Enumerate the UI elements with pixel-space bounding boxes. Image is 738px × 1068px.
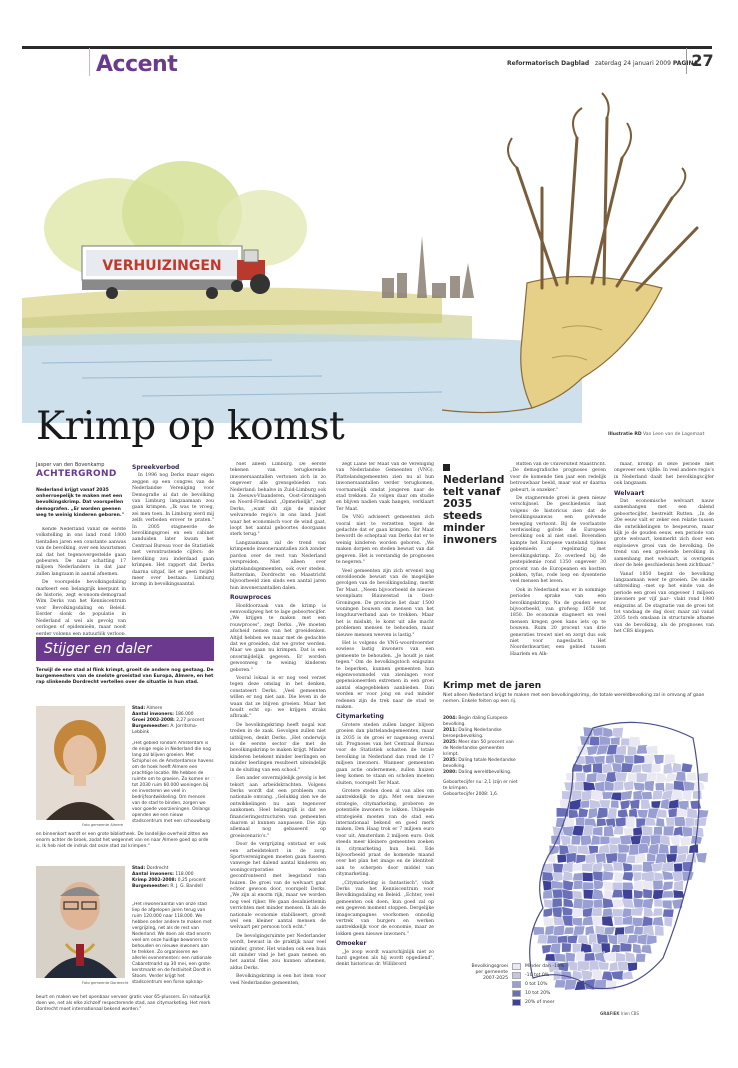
municipality-cell [620, 943, 632, 952]
article-column-5 [510, 462, 606, 674]
municipality-cell [552, 907, 562, 918]
paragraph: Ook in Nederland was er in sommige periodes sprake van een bevolkingskrimp. Na de gouden eeuw bijvoorbeeld, van grofweg 1650 tot 1850. De economie stagneert en veel mensen kregen geen kans iets op te bouwen. Ruim 20 procent van drie generaties trouwt niet en zorgt dus ook niet voor nageslacht. Het Noorderkwartier, een gebied tussen Haarlem en Alk- [510, 587, 606, 657]
municipality-cell [668, 808, 678, 818]
municipality-cell [671, 790, 684, 801]
sidebar-title: Stijger en daler [36, 637, 214, 661]
paragraph: Kende Nederland vanaf de eerste volkstelling in ons land rond 1800 tientallen jaren een constante aanwas van de bevolking, over een kwartsmen zal dat het tegenovergestelde gaan gebeuren. De naar schatting 17 miljoen Nederlanders in dat jaar zullen langzaam in aantal afnemen. [36, 527, 126, 577]
paragraph: De VNG adviseert gemeenten zich vooral niet te verzetten tegen de gedachte dat er gaan krimpen. Ter Maat bewordt de scheptaal van Derks dat er te weinig kinderen worden geboren. „We maken dorpen en steden bewust van dat gegeven. Het is verstandig de prognoses te negeren." [336, 515, 434, 566]
municipality-cell [567, 935, 578, 944]
municipality-cell [615, 772, 627, 782]
municipality-cell [647, 773, 658, 782]
municipality-cell [653, 880, 664, 890]
municipality-cell [645, 754, 655, 765]
municipality-cell [549, 845, 560, 855]
legend-label: Minder dan -10% [525, 963, 565, 969]
municipality-cell [625, 952, 636, 962]
municipality-cell [613, 827, 624, 835]
map-source [600, 1011, 639, 1016]
municipality-cell [543, 908, 553, 918]
municipality-cell [622, 790, 633, 800]
municipality-cell [553, 925, 564, 936]
municipality-cell [611, 800, 619, 808]
municipality-cell [610, 737, 620, 745]
paragraph: Dat economische welvaart nauw samenhangen met een dalend geboortecijfer, bestreidt Rutten. „In de 20e eeuw valt er zeker een relatie tussen die ontwikkelingen te bespeuren, maar kijk je de gouden eeuw, een periode van grote welvaart, kenmerkt zich door een explosieve groei van de bevolking. De trend van een groeiende bevolking in samenhang met welvaart, is overigens door de hele geschiedenis heen zichtbaar." [614, 499, 714, 569]
municipality-cell [633, 782, 645, 791]
fact-year: 2011: [443, 728, 457, 733]
municipality-cell [633, 943, 642, 954]
label: Stad: [132, 706, 146, 711]
municipality-cell [613, 862, 623, 872]
municipality-cell [563, 898, 574, 908]
bullet-square-icon [443, 464, 450, 471]
municipality-cell [609, 962, 618, 972]
municipality-cell [696, 853, 707, 863]
byline-role: ACHTERGROND [36, 469, 117, 479]
factbox-title-text: Nederland telt vanaf 2035 steeds minder inwoners [443, 474, 505, 546]
municipality-cell [592, 908, 603, 917]
municipality-cell [588, 808, 598, 819]
municipality-cell [663, 909, 674, 918]
municipality-cell [596, 818, 606, 826]
municipality-cell [641, 763, 652, 773]
municipality-cell [682, 790, 692, 800]
municipality-cell [552, 880, 564, 889]
municipality-cell [662, 900, 672, 909]
paragraph: Veel gemeenten zijn zich ervenel nog onvoldoende bewust van de mogelijke gevolgen van de bevolkingsdaling, merkt Ter Maat. „Neem bijvoorbeeld de nieuwe woonplaats Blauwestad in Oost-Groningen. De provincie liet daar 1500 woningen bouwen om mensen van het longduurverband aan te trekken. Maar het is mislukt; le komt uit alle macht problemen mensen te behouden, maar nieuwe mensen weeven is lastig." [336, 568, 434, 638]
headline: Krimp op komst [36, 404, 345, 449]
municipality-cell [670, 835, 681, 846]
municipality-cell [615, 817, 626, 828]
subhead-rouwproces: Rouwproces [230, 594, 272, 602]
paragraph: In 1996 nog Derks maar eigen zeggen op een congres van de Nederlandse Vereniging voor Demografie al dat de bevolking van Limburg langzaamaan zou gaan krimpen. „Ik was te vroeg, zei men toen. In Limburg werd mij zelfs verboden erover te praten." In 2005 stagneerde de bevolkingsgroei en een cabinet aanduiden later kwam het Centraal Bureau voor de Statistiek met verontrustende cijfers: de bevolking zou inderdaad gaan krimpen. Het rapport dat Derks daarna uitgaf, liet er geen twijfel meer over bestaan: Limburg kromp in bevolkingsaantal. [132, 473, 214, 588]
paragraph: Langzaamaan zal de trend van krimpende inwoneraantallen zich zonder pardon over de rest van Nederland verspreiden. Niet alleen over plattelandsgemeenten, ook over steden. Rotterdam, Dordrecht en Maastricht bijvoorbeeld zien sinds een aantal jaren hun inwoneraantallen dalen. [230, 540, 326, 591]
date-text: zaterdag 24 januari 2009 [595, 60, 671, 67]
article-column-6 [614, 462, 714, 674]
municipality-cell [573, 908, 584, 919]
label: Krimp 2002-2008: [132, 878, 177, 883]
label: Stad: [132, 866, 146, 871]
profile-almere [132, 706, 214, 736]
quote-almere-top: „Het gebied rondom Amsterdam is de enige regio in Nederland die nog lang zal blijven groeien. Met Schiphol en de Amsterdamse havens om de hoek heeft Almere een prachtige locatie. We hebben de ruimte om te groeien. Zo komen er tot 2030 ruim 60.000 woningen bij en investeren we veel in bedrijfsontwikkeling. Om mensen van de stad te binden, zorgen we voor goede voorzieningen. Onlangs openden we een nieuw stadscentrum met een schouwburg [132, 741, 214, 824]
municipality-cell [632, 864, 644, 871]
paragraph: zegt Liane ter Maat van de Vereniging van Nederlandse Gemeenten (VNG). Plattelandsgemeenten zien nu al hun inwonersaantallen verder terugkomen, voornamelijk omdat jongeren naar de stad trekken. Zo volgen daar om studie en blijven nadien vaak hangen, verklaart Ter Maat. [336, 462, 434, 512]
map-fact [443, 728, 519, 740]
municipality-cell [595, 781, 606, 791]
municipality-cell [620, 800, 631, 810]
legend-label: 0 tot 10% [525, 981, 548, 987]
source-label: GRAFIEK [600, 1011, 620, 1016]
municipality-cell [673, 890, 684, 898]
municipality-cell [654, 899, 663, 907]
label: Aantal inwoners: [132, 712, 174, 717]
municipality-cell [600, 836, 611, 844]
municipality-cell [655, 853, 666, 863]
photo-caption-almere: Foto gemeente Almere [82, 823, 124, 827]
source-text: Irien CBS [620, 1011, 640, 1016]
value: 186.000 [175, 712, 194, 717]
municipality-cell [552, 898, 562, 908]
quote-dordrecht-top: „Het inwoneraantal van onze stad liep de afgelopen jaren terug van ruim 120.000 naar 118.000. We hebben onder andere te maken met vergrijzing, net als de rest van Nederland. We doen als stad enorm veel om onze huidige bewoners te behouden en nieuwe inwoners aan te trekken. Zo organiseren we allerlei evenementen: een nationale Cabaretmarkt op 30 mei, een grote kerstmarkt en de festiviteit Dordt in Stoom. Verder krijgt het stadscentrum een forse opknap- [132, 902, 212, 985]
value: A. Jorritsma-Lebbink [132, 724, 198, 735]
municipality-cell [682, 827, 693, 837]
municipality-cell [602, 863, 614, 871]
municipality-cell [632, 907, 644, 916]
credit-name: Van Leen van de Lagemaat [643, 432, 705, 437]
municipality-cell [611, 792, 623, 800]
byline: Jasper van den Bovenkamp [36, 462, 105, 468]
section-logo-box [40, 48, 90, 76]
legend-label: 20% of meer [525, 999, 555, 1005]
municipality-cell [572, 826, 584, 837]
legend-row [512, 989, 564, 997]
municipality-cell [602, 916, 614, 927]
factbox-title [443, 462, 503, 546]
municipality-cell [654, 755, 664, 765]
legend-label: 10 tot 20% [525, 990, 551, 996]
municipality-cell [681, 763, 693, 773]
subhead-welvaart: Welvaart [614, 489, 645, 497]
legend-row [512, 971, 564, 979]
municipality-cell [634, 755, 645, 764]
municipality-cell [581, 970, 593, 981]
municipality-cell [641, 799, 651, 809]
legend-row [512, 998, 564, 1006]
municipality-cell [586, 773, 597, 783]
municipality-cell [592, 943, 602, 954]
page-label: PAGINA [672, 60, 699, 67]
municipality-cell [562, 943, 572, 952]
paragraph: Niet alleen Limburg. De eerste tekenen van terugkerende inwonersaantallen vertonen zich in zo ongeveer alle grensgebieden van Nederland: behalve in Zuid-Limburg ook in Zeeuws-Vlaanderen, Oost-Groningen en Noord-Friesland. „Opmerkelijk", zegt Derks, „want dit zijn de minder welvarende regio's in ons land. Juist waar het economisch voor de wind gaat, loopt het aantal geboortes doorgaans sterk terug." [230, 462, 326, 538]
municipality-cell [564, 927, 574, 934]
municipality-cell [569, 810, 579, 819]
article-intro: Nederland krijgt vanaf 2035 onherroepelijk te maken met een bevolkingskrimp. Dat voorspellen demografen. „Er worden geenen weg te weinig kinderen geboren." [36, 488, 125, 518]
value: 0,25 procent [177, 878, 206, 883]
birth-rate-2008: Geboortecijfer 2008: 1,6. [443, 792, 499, 797]
paragraph: De bevolkingskrimp heeft nogal wat treden in de zaak. Gevolgen zullen niet uitblijven, denkt Derks. „Het onderwijs is de eerste sector die met de bevolkingskrimp te maken krijgt. Minder kinderen betekent minder leerlingen en minder leerlingen resulteert uiteindelijk in de sluiting van een school." [230, 722, 326, 773]
paragraph: De voorspelde bevolkingsdaling markeert een belangrijk keerpunt in de historie, zegt econoom-demograaf Wim Derks van het Kenniscentrum voor Bevolkingsdaling en Beleid. Eerder slonk de populatie in Nederland al wel als gevolg van oorlogen of epidemieën, maar nooit eerder volgens een natuurlijk verloop, [36, 580, 126, 635]
municipality-cell [629, 845, 640, 856]
paragraph: Door de vergrijzing ontstaat er ook een arbeidstekort in de zorg. Sportverenigingen moeten gaan fuseren vanwege het dalend aantal kinderen en woningcorporaties worden geconfronteerd met leegstand van huizen. De groei van de welvaart gaat echter gewoon door, voorspelt Derks. „We zijn al enorm rijk, maar we worden nog veel rijker. We gaan desalniettemin verrichten met minder mensen. Ik als de nationale economie stabiliseert, groeit wel een kleiner aantal mensen de welvaart per persoon toch echt." [230, 842, 326, 931]
value: 118.000 [175, 872, 194, 877]
legend-swatch [512, 972, 521, 979]
municipality-cell [623, 828, 634, 836]
municipality-cell [614, 781, 624, 791]
municipality-cell [630, 799, 640, 809]
quote-almere-bottom: en binnenkort wordt er een grote bibliotheek. De landelijke overheid zitten we enorm achter de broek, zodat het wegennet van en naar Almere goed op orde is. Ik heb niet de indruk dat onze stad zal krimpen." [36, 832, 209, 849]
municipality-cell [647, 935, 657, 945]
municipality-cell [623, 863, 634, 872]
map-title: Krimp met de jaren [443, 681, 542, 691]
paragraph: Hoofdoorzaak van de krimp is eenvoudigweg het te lage geboortecijfer. „We krijgen te maken met een rouwproces", zegt Derks. „We moeten afscheid nemen van het groeidenken. Altijd hebben we maar met de gedachte dat we groeiden, dat we groter werden. Maar we gaan nu krimpen. Dat is een onvermijdelijk gegeven. Er worden gewoonweg te weinig kinderen geboren." [230, 603, 326, 673]
map-fact [443, 716, 519, 728]
subhead-citymarketing: Citymarketing [336, 713, 384, 721]
municipality-cell [623, 971, 634, 979]
municipality-cell [616, 745, 626, 755]
paragraph: Een ander onvermijdelijk gevolg is het tekort aan arbeidskrachten. Volgens Derks wordt dat een probleem van nationale omvang. „Gelukkig zien we de ontwikkelingen nu aan tegenover aankomen. Heel belangrijk is dat we financieringsstructuren van gemeenten daarom al kunnen aanpassen. Die zijn allemaal nog gebaseerd op groeiscenario's." [230, 776, 326, 839]
municipality-cell [593, 827, 603, 836]
municipality-cell [647, 853, 656, 862]
municipality-cell [664, 917, 673, 927]
map-fact [443, 770, 519, 776]
paragraph: De bevolgingsruimte per Nederlander wordt, bewust in de praktijk naar veel minder, groter. Het winden ook een huis uit minder vind je het gaan nemen en het aantal files zou kunnen afnemen, aldus Derks. [230, 933, 326, 971]
municipality-cell [533, 927, 544, 935]
paragraph: Bevolkingskrimp is een hot item voor veel Nederlandse gemeenten, [230, 974, 326, 986]
municipality-cell [578, 808, 588, 818]
municipality-cell [652, 764, 661, 773]
fact-year: 2025: [443, 740, 457, 745]
municipality-cell [573, 918, 583, 927]
municipality-cell [622, 872, 634, 881]
map-subtitle: Niet alleen Nederland krijgt te maken met een bevolkingskrimp, de totale wereldbevolking zal in omvang af gaan nemen. Enkele feiten op een rij. [443, 693, 705, 704]
article-column-1 [36, 527, 126, 635]
sidebar-intro: Terwijl de ene stad al flink krimpt, groeit de andere nog gestaag. De burgemeesters van de snelste groeistad van Europa, Almere, en het rap slinkende Dordrecht vertellen over de situatie in hun stad. [36, 668, 214, 686]
municipality-cell [655, 925, 664, 936]
municipality-cell [690, 800, 701, 809]
municipality-cell [591, 790, 602, 801]
legend-row [512, 962, 564, 970]
municipality-cell [653, 908, 663, 916]
municipality-cell [622, 882, 633, 890]
fact-text: Daling wereldbevolking. [458, 770, 512, 775]
municipality-cell [581, 800, 590, 808]
portrait-almere [36, 706, 125, 820]
quote-dordrecht-bottom: beurt en maken we het openbaar vervoer gratis voor 65-plussers. En natuurlijk doen we, net als elke zichzelf respecterende stad, aan citymarketing. Het merk Dordrecht moet internationaal bekend worden." [36, 995, 211, 1012]
fact-year: 2080: [443, 770, 457, 775]
fact-year: 2004: [443, 716, 457, 721]
value: 2,27 procent [176, 718, 205, 723]
paragraph: Het is volgens de VNG-woordvoerster sowieso lastig inwoners van een gemeente te behouden. „Je houdt je niet tegen." Om de bevolkingstoch enigszins te beperken, kunnen gemeenten hun eigenwoonmodel van zieningen voor gepensioneerden extremen in een groei aantal elagegebleken aanbieden. Dan worden er voor jong en oud minder redenen zijn de trek naar de stad te maken. [336, 640, 434, 711]
municipality-cell [643, 889, 653, 899]
label: Aantal inwoners: [132, 872, 174, 877]
municipality-cell [543, 899, 552, 909]
legend-title: Bevolkingsgroei per gemeente 2007-2025 [471, 964, 508, 981]
paragraph: „Citymarketing is fantastisch", vindt Derks van het Kenniscentrum voor Bevolkingsdaling en Beleid. „Echter, veel gemeenten ook doen, kun goed zal op een gegeven moment stoppen. Dergelijke imagocampagnes voorkomen onnodig vertrek van burgers en werken aantrekkelijk voor de economie, maar ze lokken geen nieuwe inwoners." [336, 880, 434, 937]
fact-year: 2035: [443, 758, 457, 763]
fact-text: Daling totale Nederlandse bevolking. [443, 758, 516, 769]
municipality-cell [584, 953, 595, 962]
municipality-cell [604, 826, 615, 837]
municipality-cell [596, 808, 608, 819]
municipality-cell [593, 899, 603, 908]
illustration-credit [608, 432, 704, 437]
municipality-cell [607, 808, 617, 819]
birth-rate-now: Geboortecijfer nu: 2,1 (zijn er niet te krimpen. [443, 780, 518, 791]
municipality-cell [635, 953, 645, 962]
article-column-1b [132, 462, 214, 634]
issue-date [595, 60, 698, 67]
municipality-cell [642, 916, 653, 927]
section-title: Accent [96, 52, 178, 77]
municipality-cell [609, 844, 619, 854]
map-legend [512, 962, 564, 1007]
map-facts [443, 716, 519, 798]
municipality-cell [577, 845, 589, 855]
municipality-cells [533, 727, 709, 991]
cover-illustration [22, 78, 716, 423]
legend-label: -10 tot 0% [525, 972, 550, 978]
municipality-cell [618, 844, 630, 853]
municipality-cell [687, 772, 697, 781]
municipality-cell [627, 962, 637, 972]
municipality-cell [614, 872, 624, 883]
value: Dordrecht [146, 866, 169, 871]
header-rule [22, 46, 712, 49]
municipality-cell [573, 926, 585, 936]
publication-name: Reformatorisch Dagblad [507, 60, 590, 67]
paragraph: De stagnerende groei is geen nieuw verschijnsel. De geschiedenis laat volgens de historicus zien dat de bevolkingsaanwas een golvende beweging vertoont. Bij de voorlaatste verdwiseling golvde de Europese bevolking ook al niet snel. Bovendien kampte het Europese vasteland tijdens epidemieën al regelmatig met bevolkingskrimp. Zo overleed bij de pestepidemie rond 1350 ongeveer 30 procent van de Europeanen en kostten pokken, tyfus, rode loop en dysenterie veel mensen het leven. [510, 496, 606, 585]
fact-text: Begin daling Europese bevolking. [443, 716, 508, 727]
municipality-cell [613, 727, 624, 738]
paragraph: Vanaf 1850 begint de bevolking langzaamaan weer te groeien. De snelle uitbreiding –met op het einde van de periode een groei van ongeveer 1 miljoen inwoners per vijf jaar– vlakt rond 1980 enigszins af. De stagnatie van de groei tot tot vandaag de dag door, maar zal vanaf 2035 toch omslaan in structurele afname van de bevolking, als de prognoses van het CBS kloppen. [614, 571, 714, 635]
portrait-dordrecht [36, 866, 125, 978]
legend-swatch [512, 963, 521, 970]
legend-swatch [512, 999, 521, 1006]
mayor-photo-dordrecht [36, 866, 125, 978]
municipality-cell [651, 801, 661, 809]
municipality-cell [652, 890, 663, 900]
label: Groei 2002-2008: [132, 718, 175, 723]
map-fact [443, 758, 519, 770]
municipality-cell [588, 845, 598, 854]
municipality-cell [593, 880, 604, 890]
municipality-cell [550, 943, 561, 955]
paragraph: „Je zoop wordt waarschijnlijk niet zo hard gegeten als hij wordt opgediend", denkt historicus dr. Willibrord [336, 949, 434, 968]
municipality-cell [563, 880, 574, 891]
municipality-cell [603, 871, 614, 881]
legend-row [512, 980, 564, 988]
fact-text: Daling Nederlandse beroepsbevolking. [443, 728, 502, 739]
credit-label: Illustratie RD [608, 432, 642, 437]
municipality-cell [673, 880, 683, 890]
municipality-cell [582, 872, 593, 881]
map-fact [443, 740, 519, 758]
legend-swatch [512, 990, 521, 997]
municipality-cell [652, 790, 662, 799]
municipality-cell [626, 817, 635, 829]
paragraph: Vooral lokaal is er nog veel verzet tegen deze omslag in het denken, constateert Derks. „Veel gemeenten willen er nog niet aan. Die leven in de waan dat ze blijven groeien. Maar het houdt echt op: we krijgen straks afbraak." [230, 676, 326, 720]
paragraph: Rutten van de Universiteit Maastricht. „De demografische prognoses geven voor de komende tien jaar een redelijk betrouwbaar beeld, maar wat er daarna gebeurt, is onzeker." [510, 462, 606, 493]
label: Burgemeester: [132, 884, 169, 889]
municipality-cell [693, 790, 702, 799]
municipality-cell [663, 826, 674, 836]
municipality-cell [624, 925, 634, 934]
paragraph: maar, kromp in deze periode met ongeveer een vijfde. In veel andere regio's in Nederland daalt het bevolkingscijfer ook langzaam. [614, 462, 714, 487]
municipality-cell [562, 907, 574, 916]
value: R. J. G. Bandell [170, 884, 203, 889]
municipality-cell [555, 953, 566, 962]
municipality-cell [598, 961, 609, 970]
paragraph: Grotere steden doen al van alles om aantrekkelijk te zijn. Met een nieuwe strategie, citymarketing, proberen ze potentiële inwoners te lokken. Utilegede strategieën moeten van de stad een internationaal bekend en goed merk maken. Den Haag trok er 7 miljoen euro voor uit, Amsterdam 2 miljoen euro. Ook steeds meer kleinere gemeenten zoeken in citymarketing hun heil. Ede bijvoorbeeld praat de komende maand over het plan het imago en de identiteit aan te scherpen door middel van citymarketing. [336, 788, 434, 878]
municipality-cell [645, 781, 655, 792]
label: Burgemeester: [132, 724, 169, 729]
municipality-cell [611, 945, 621, 953]
truck-text: VERHUIZINGEN [102, 258, 222, 274]
municipality-cell [662, 891, 674, 898]
mayor-photo-almere [36, 706, 125, 820]
paragraph: Grotere steden zullen langer blijven groeien dan plattelandsgemeenten, maar in 2035 is de groei er nagenoeg overal uit. Prognoses van het Centraal Bureau voor de Statistiek schatten de totale bevolking in Nederland dan rond de 17 miljoen inwoners. Wanneer gemeenten gaan actie ondernemen, zullen huizen leeg komen te staan en scholen moeten sluiten, voorspelt Ter Maat. [336, 722, 434, 786]
municipality-cell [571, 835, 581, 844]
legend-swatch [512, 981, 521, 988]
municipality-cell [652, 917, 663, 927]
article-column-2 [230, 462, 326, 1020]
municipality-cell [576, 854, 587, 863]
illustration-drawing [22, 78, 716, 423]
page-number: 27 [686, 48, 718, 74]
municipality-cell [680, 837, 691, 846]
municipality-cell [580, 835, 592, 846]
municipality-cell [641, 945, 652, 954]
subhead-spreekverbod: Spreekverbod [132, 464, 180, 471]
photo-caption-dordrecht: Foto gemeente Dordrecht [82, 981, 129, 985]
subhead-omoeker: Omoeker [336, 940, 367, 948]
municipality-cell [612, 889, 624, 898]
municipality-cell [582, 764, 591, 774]
profile-dordrecht [132, 866, 214, 890]
value: Almere [146, 706, 163, 711]
municipality-cell [623, 781, 633, 791]
fact-text: Meer dan 50 procent van de Nederlandse gemeenten krimpt. [443, 740, 514, 757]
article-column-3 [336, 462, 434, 1020]
